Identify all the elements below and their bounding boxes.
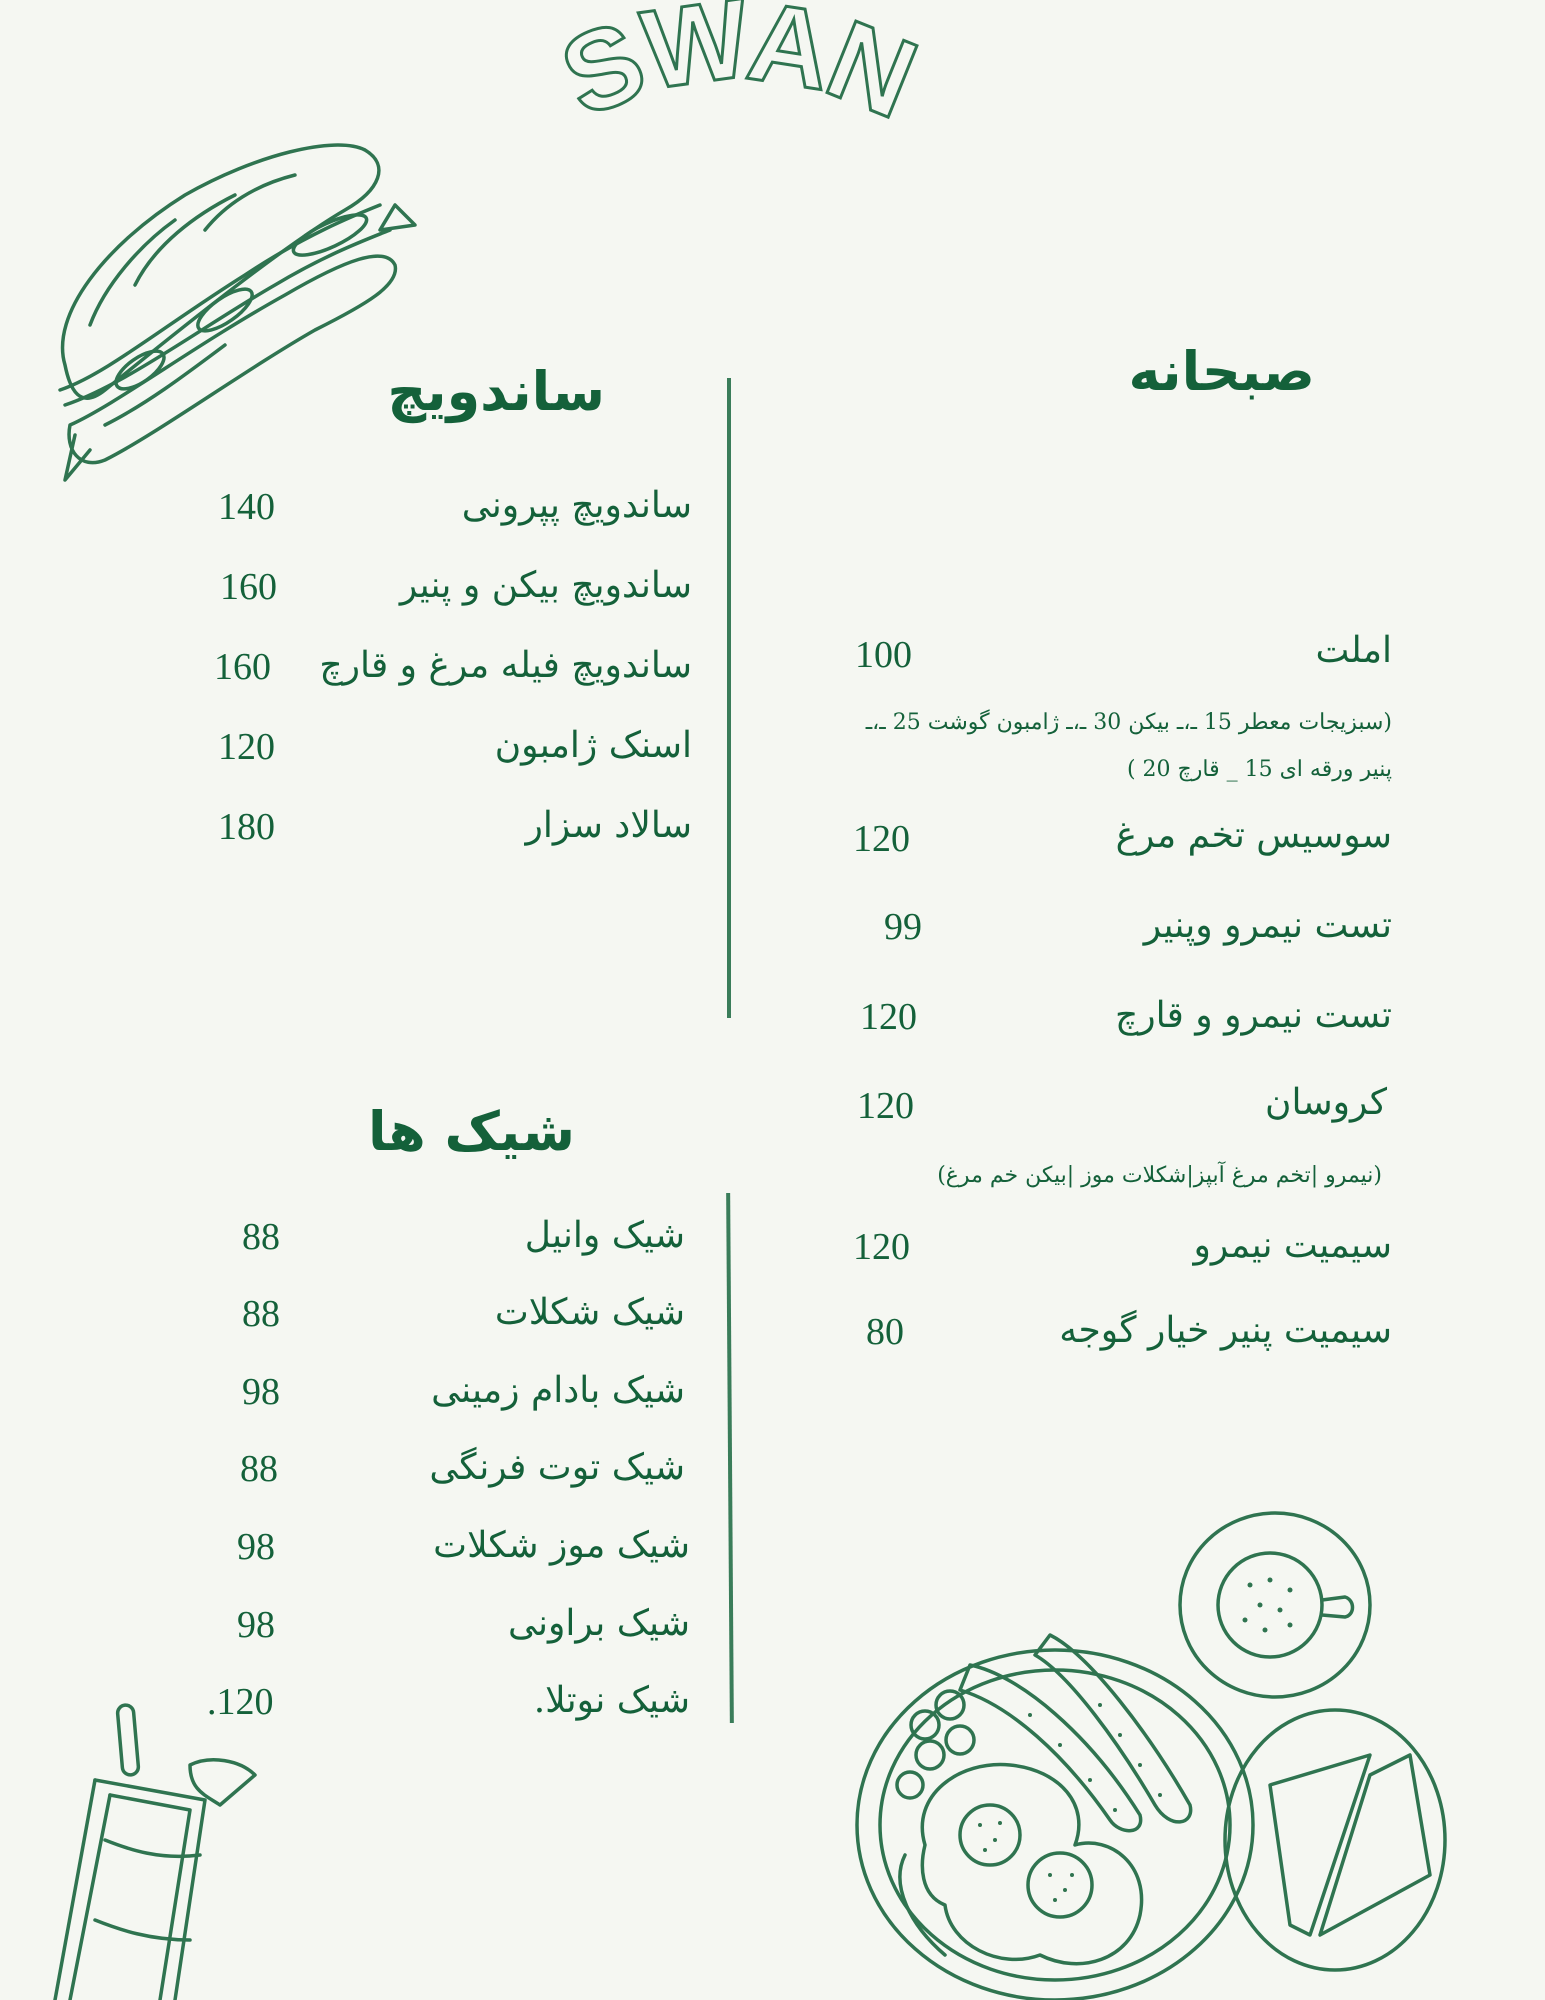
item-name: تست نیمرو وپنیر xyxy=(1143,905,1392,946)
item-price: 99 xyxy=(884,906,922,948)
item-price: 88 xyxy=(242,1216,280,1258)
section-title-breakfast: صبحانه xyxy=(1128,340,1315,403)
column-divider-top xyxy=(727,378,731,1018)
item-price: 98 xyxy=(237,1604,275,1646)
column-divider-bottom xyxy=(726,1193,734,1723)
item-name: شیک شکلات xyxy=(494,1292,685,1333)
item-name: شیک توت فرنگی xyxy=(429,1447,685,1488)
item-name: سیمیت پنیر خیار گوجه xyxy=(1059,1310,1392,1351)
item-name: ساندویچ پپرونی xyxy=(461,485,692,526)
item-name: شیک وانیل xyxy=(524,1215,685,1256)
item-name: شیک موز شکلات xyxy=(433,1525,690,1566)
section-title-sandwich: ساندویچ xyxy=(387,360,605,423)
item-name: شیک نوتلا. xyxy=(533,1680,690,1721)
breakfast-plates-illustration xyxy=(850,1505,1470,2000)
item-price: 80 xyxy=(866,1311,904,1353)
item-price: 98 xyxy=(242,1371,280,1413)
sandwich-illustration xyxy=(45,135,435,495)
section-title-shakes: شیک ها xyxy=(368,1100,575,1163)
item-price: 98 xyxy=(237,1526,275,1568)
swan-logo xyxy=(530,0,940,170)
item-name: اسنک ژامبون xyxy=(494,725,692,766)
item-price: 120 xyxy=(853,818,910,860)
brand-name: SWAN xyxy=(544,0,930,141)
item-note: (نیمرو |تخم مرغ آبپز|شکلات موز |بیکن خم مرغ) xyxy=(937,1163,1382,1188)
item-price: 120 xyxy=(860,996,917,1038)
item-note: پنیر ورقه ای 15 _ قارچ 20 ) xyxy=(1126,757,1392,782)
item-name: شیک براونی xyxy=(508,1603,690,1644)
item-price: 160 xyxy=(220,566,277,608)
item-name: سالاد سزار xyxy=(525,805,692,846)
item-price: 180 xyxy=(218,806,275,848)
item-name: املت xyxy=(1315,630,1392,671)
item-price: 88 xyxy=(240,1448,278,1490)
item-price: 88 xyxy=(242,1293,280,1335)
item-name: کروسان xyxy=(1265,1082,1387,1123)
item-price: 140 xyxy=(218,486,275,528)
item-price: 120 xyxy=(857,1085,914,1127)
item-name: شیک بادام زمینی xyxy=(431,1370,685,1411)
item-price: 100 xyxy=(855,634,912,676)
item-price: 120 xyxy=(853,1226,910,1268)
item-name: ساندویچ فیله مرغ و قارچ xyxy=(319,645,692,686)
item-name: سوسیس تخم مرغ xyxy=(1115,815,1392,856)
item-name: سیمیت نیمرو xyxy=(1193,1225,1392,1266)
item-price: .120 xyxy=(207,1681,274,1723)
item-price: 160 xyxy=(214,646,271,688)
item-name: تست نیمرو و قارچ xyxy=(1115,995,1392,1036)
item-price: 120 xyxy=(218,726,275,768)
shake-glass-illustration xyxy=(40,1700,270,2000)
item-note: (سبزیجات معطر 15 ـ،ـ بیکن 30 ـ،ـ ژامبون گوشت 25 ـ،ـ xyxy=(865,710,1392,735)
item-name: ساندویچ بیکن و پنیر xyxy=(399,565,692,606)
svg-text:SWAN xyxy=(545,0,929,141)
